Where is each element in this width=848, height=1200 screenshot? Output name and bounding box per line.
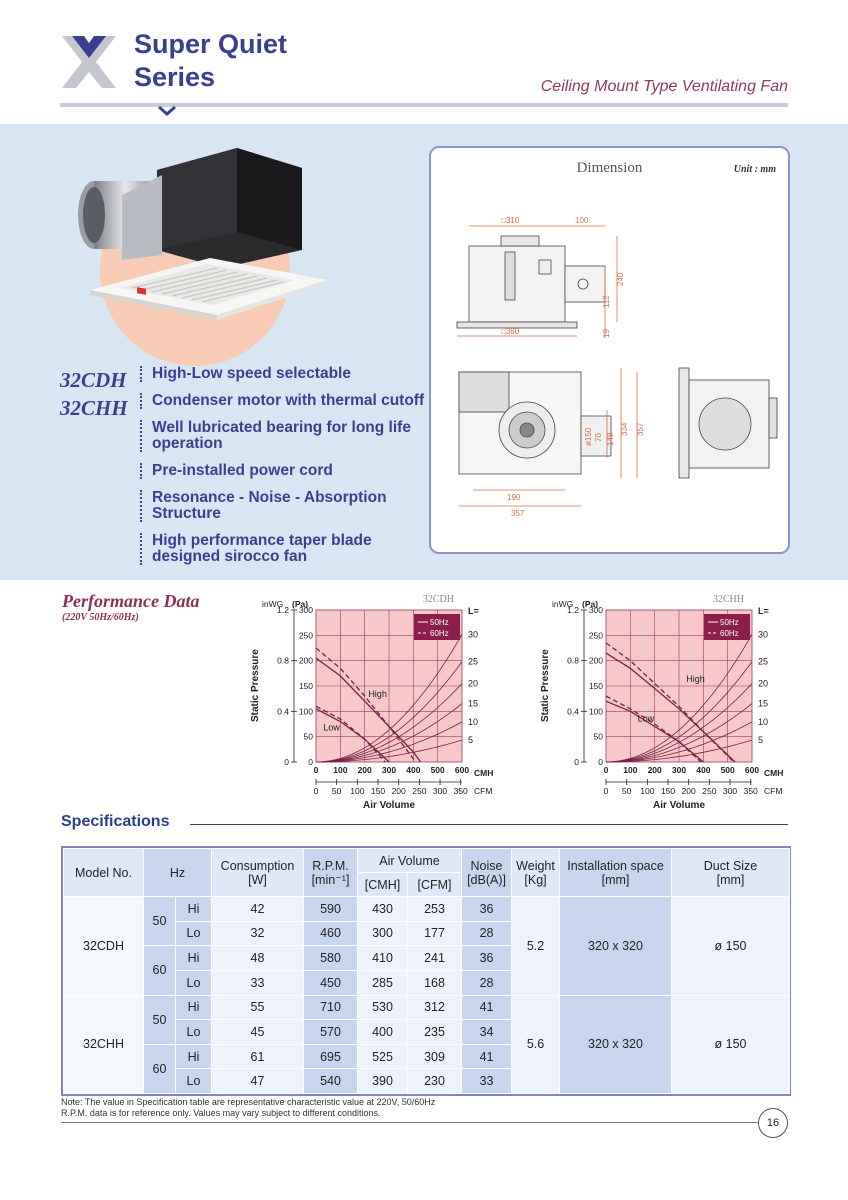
duct-length-label: 15 <box>468 698 479 709</box>
specifications-title: Specifications <box>61 813 170 830</box>
feature-text: High-Low speed selectable <box>152 365 351 382</box>
y-tick-label: 200 <box>588 655 603 666</box>
noise-cell: 28 <box>462 970 512 995</box>
y-tick-label-inwg: 0.8 <box>277 655 289 666</box>
cmh-cell: 390 <box>358 1069 408 1094</box>
x-tick-label-cfm: 150 <box>660 786 676 796</box>
curve-annotation: Low <box>637 713 655 724</box>
header-consumption: Consumption [W] <box>212 849 304 897</box>
y-tick-label-inwg: 0.4 <box>567 706 579 717</box>
noise-cell: 34 <box>462 1020 512 1045</box>
x-tick-label-cfm: 300 <box>432 786 448 796</box>
dimension-panel <box>429 146 790 554</box>
performance-title: Performance Data <box>62 591 200 611</box>
feature-text: operation <box>152 435 223 452</box>
duct-length-label: 30 <box>468 629 479 640</box>
header-hz: Hz <box>144 849 212 897</box>
dimension-title: Dimension <box>576 160 643 176</box>
w-cell: 61 <box>212 1044 304 1069</box>
x-tick-label: 0 <box>313 765 319 775</box>
dim-label: 357 <box>636 422 645 436</box>
duct-length-label: 25 <box>468 656 479 667</box>
header-noise: Noise [dB(A)] <box>462 849 512 897</box>
y-unit-left: inWG <box>262 599 284 609</box>
footer-divider <box>61 1122 758 1123</box>
dim-label: 334 <box>620 422 629 436</box>
x-tick-label-cfm: 100 <box>640 786 655 796</box>
x-tick-label: 300 <box>671 765 687 775</box>
y-axis-title: Static Pressure <box>540 649 551 722</box>
w-cell: 47 <box>212 1069 304 1094</box>
x-unit-top: CMH <box>764 768 784 778</box>
chart-title: 32CDH <box>422 594 454 605</box>
noise-cell: 33 <box>462 1069 512 1094</box>
x-axis-title: Air Volume <box>652 800 706 811</box>
x-tick-label: 0 <box>603 765 609 775</box>
dim-label: □380 <box>501 327 520 336</box>
dim-label: 112 <box>602 295 611 308</box>
x-tick-label: 100 <box>623 765 638 775</box>
x-tick-label-cfm: 50 <box>621 786 632 796</box>
feature-text: Resonance - Noise - Absorption <box>152 489 387 506</box>
w-cell: 32 <box>212 921 304 946</box>
dim-label: 148 <box>606 432 615 446</box>
y-tick-label-inwg: 0 <box>284 757 289 767</box>
dim-label: 19 <box>602 329 611 338</box>
feature-text: High performance taper blade <box>152 532 372 549</box>
x-tick-label-cfm: 100 <box>350 786 365 796</box>
dim-label: 70 <box>594 433 603 442</box>
dimension-drawing <box>431 148 788 552</box>
performance-subtitle: (220V 50Hz/60Hz) <box>62 612 139 623</box>
note-line: Note: The value in Specification table are representative characteristic value at 220V, 50/60Hz <box>61 1097 436 1107</box>
series-title-line1: Super Quiet <box>134 29 288 59</box>
speed-cell: Hi <box>176 897 212 922</box>
y-tick-label: 300 <box>588 605 603 615</box>
y-tick-label: 250 <box>298 630 313 641</box>
dim-label: 100 <box>575 216 589 225</box>
w-cell: 55 <box>212 995 304 1020</box>
rpm-cell: 540 <box>304 1069 358 1094</box>
table-row <box>64 995 790 1020</box>
speed-cell: Hi <box>176 946 212 971</box>
duct-length-label: 15 <box>758 698 769 709</box>
series-title-line2: Series <box>134 62 216 92</box>
cmh-cell: 410 <box>358 946 408 971</box>
cfm-cell: 168 <box>408 970 462 995</box>
feature-text: Pre-installed power cord <box>152 462 333 479</box>
fan-product-image <box>62 140 332 320</box>
performance-chart-32cdh <box>244 592 544 816</box>
feature-text: designed sirocco fan <box>152 548 308 565</box>
table-row <box>64 897 790 922</box>
cmh-cell: 430 <box>358 897 408 922</box>
duct-length-label: 10 <box>468 716 479 727</box>
x-tick-label: 500 <box>430 765 445 775</box>
cmh-cell: 530 <box>358 995 408 1020</box>
y-tick-label: 100 <box>298 706 313 717</box>
x-tick-label: 200 <box>647 765 662 775</box>
y-tick-label: 50 <box>303 731 313 742</box>
header-air-volume: Air Volume <box>358 849 462 873</box>
feature-item <box>140 366 430 382</box>
page-number: 16 <box>758 1108 788 1138</box>
x-tick-label-cfm: 50 <box>331 786 342 796</box>
noise-cell: 41 <box>462 1044 512 1069</box>
noise-cell: 36 <box>462 946 512 971</box>
y-tick-label: 0 <box>308 757 313 767</box>
cmh-cell: 525 <box>358 1044 408 1069</box>
rpm-cell: 450 <box>304 970 358 995</box>
y-tick-label-inwg: 0 <box>574 757 579 767</box>
rpm-cell: 570 <box>304 1020 358 1045</box>
duct-length-title: L= <box>468 606 479 616</box>
hz-cell: 50 <box>144 897 176 946</box>
duct-length-label: 25 <box>758 656 769 667</box>
x-tick-label-cfm: 150 <box>370 786 386 796</box>
feature-item <box>140 463 430 479</box>
legend-label: 50Hz <box>430 618 449 627</box>
legend-label: 60Hz <box>430 629 449 638</box>
x-tick-label: 200 <box>357 765 372 775</box>
cfm-cell: 235 <box>408 1020 462 1045</box>
y-tick-label: 200 <box>298 655 313 666</box>
duct-length-title: L= <box>758 606 769 616</box>
x-tick-label: 600 <box>744 765 760 775</box>
dim-label: □310 <box>501 216 520 225</box>
x-tick-label-cfm: 0 <box>313 786 319 796</box>
y-axis-title: Static Pressure <box>250 649 261 722</box>
noise-cell: 41 <box>462 995 512 1020</box>
x-axis-title: Air Volume <box>362 800 416 811</box>
speed-cell: Hi <box>176 995 212 1020</box>
x-tick-label-cfm: 300 <box>722 786 738 796</box>
rpm-cell: 710 <box>304 995 358 1020</box>
hz-cell: 50 <box>144 995 176 1044</box>
y-tick-label: 150 <box>298 681 313 691</box>
x-tick-label: 400 <box>696 765 711 775</box>
legend-label: 50Hz <box>720 618 739 627</box>
feature-item <box>140 533 430 565</box>
installation-cell: 320 x 320 <box>560 995 672 1094</box>
y-tick-label-inwg: 0.8 <box>567 655 579 666</box>
y-tick-label-inwg: 0.4 <box>277 706 289 717</box>
chevron-down-icon <box>158 106 176 116</box>
curve-annotation: Low <box>323 722 340 733</box>
x-tick-label: 100 <box>333 765 348 775</box>
x-tick-label-cfm: 250 <box>702 786 717 796</box>
feature-text: Well lubricated bearing for long life <box>152 419 411 436</box>
duct-cell: ø 150 <box>672 995 790 1094</box>
model-name: 32CDH <box>60 368 127 392</box>
feature-item <box>140 420 430 452</box>
duct-length-label: 5 <box>468 735 474 746</box>
duct-length-label: 10 <box>758 716 769 727</box>
speed-cell: Lo <box>176 921 212 946</box>
installation-cell: 320 x 320 <box>560 897 672 996</box>
header-rpm: R.P.M. [min⁻¹] <box>304 849 358 897</box>
x-tick-label-cfm: 250 <box>412 786 427 796</box>
header-cfm: [CFM] <box>408 873 462 897</box>
w-cell: 42 <box>212 897 304 922</box>
cfm-cell: 177 <box>408 921 462 946</box>
chart-title: 32CHH <box>712 594 744 605</box>
rpm-cell: 460 <box>304 921 358 946</box>
y-tick-label-inwg: 1.2 <box>567 605 579 615</box>
x-tick-label-cfm: 200 <box>681 786 696 796</box>
hz-cell: 60 <box>144 946 176 995</box>
feature-list <box>140 366 430 576</box>
y-tick-label: 100 <box>588 706 603 717</box>
cfm-cell: 309 <box>408 1044 462 1069</box>
product-category: Ceiling Mount Type Ventilating Fan <box>540 78 788 95</box>
x-tick-label-cfm: 0 <box>603 786 609 796</box>
dimension-unit: Unit : mm <box>733 164 776 175</box>
y-tick-label: 250 <box>588 630 603 641</box>
y-tick-label: 300 <box>298 605 313 615</box>
hz-cell: 60 <box>144 1044 176 1093</box>
feature-item <box>140 393 430 409</box>
series-logo-icon <box>58 32 120 92</box>
series-title <box>134 28 287 94</box>
y-unit-right: (Pa) <box>582 599 599 609</box>
header-weight: Weight [Kg] <box>512 849 560 897</box>
y-tick-label: 50 <box>593 731 603 742</box>
w-cell: 45 <box>212 1020 304 1045</box>
y-unit-left: inWG <box>552 599 574 609</box>
specifications-table <box>61 846 791 1096</box>
cfm-cell: 253 <box>408 897 462 922</box>
curve-annotation: High <box>686 673 705 684</box>
model-list <box>60 366 128 422</box>
y-tick-label: 0 <box>598 757 603 767</box>
x-tick-label: 300 <box>381 765 397 775</box>
rpm-cell: 590 <box>304 897 358 922</box>
model-name: 32CHH <box>60 396 128 420</box>
speed-cell: Lo <box>176 970 212 995</box>
x-unit-top: CMH <box>474 768 494 778</box>
rpm-cell: 580 <box>304 946 358 971</box>
model-cell: 32CDH <box>64 897 144 996</box>
cfm-cell: 312 <box>408 995 462 1020</box>
dim-label: 190 <box>507 493 521 502</box>
y-tick-label-inwg: 1.2 <box>277 605 289 615</box>
dim-label: 357 <box>511 509 525 518</box>
dim-label: ø150 <box>584 427 593 446</box>
w-cell: 48 <box>212 946 304 971</box>
cmh-cell: 300 <box>358 921 408 946</box>
weight-cell: 5.2 <box>512 897 560 996</box>
x-unit-bottom: CFM <box>764 786 783 796</box>
performance-chart-32chh <box>534 592 834 816</box>
cfm-cell: 230 <box>408 1069 462 1094</box>
dim-label: 240 <box>616 272 625 286</box>
weight-cell: 5.6 <box>512 995 560 1094</box>
duct-length-label: 5 <box>758 735 764 746</box>
cmh-cell: 400 <box>358 1020 408 1045</box>
header-cmh: [CMH] <box>358 873 408 897</box>
duct-length-label: 20 <box>468 678 479 689</box>
noise-cell: 36 <box>462 897 512 922</box>
duct-length-label: 30 <box>758 629 769 640</box>
duct-length-label: 20 <box>758 678 769 689</box>
speed-cell: Lo <box>176 1020 212 1045</box>
specifications-divider <box>190 824 788 825</box>
w-cell: 33 <box>212 970 304 995</box>
x-unit-bottom: CFM <box>474 786 493 796</box>
feature-text: Structure <box>152 505 221 522</box>
header-duct: Duct Size [mm] <box>672 849 790 897</box>
specifications-note <box>61 1097 435 1119</box>
cfm-cell: 241 <box>408 946 462 971</box>
feature-item <box>140 490 430 522</box>
x-tick-label: 400 <box>406 765 421 775</box>
model-cell: 32CHH <box>64 995 144 1094</box>
note-line: R.P.M. data is for reference only. Values may vary subject to different conditions. <box>61 1108 381 1118</box>
y-tick-label: 150 <box>588 681 603 691</box>
header-installation: Installation space [mm] <box>560 849 672 897</box>
x-tick-label-cfm: 350 <box>743 786 758 796</box>
legend-label: 60Hz <box>720 629 739 638</box>
duct-cell: ø 150 <box>672 897 790 996</box>
curve-annotation: High <box>368 689 387 700</box>
x-tick-label-cfm: 350 <box>453 786 468 796</box>
y-unit-right: (Pa) <box>292 599 309 609</box>
feature-text: Condenser motor with thermal cutoff <box>152 392 425 409</box>
x-tick-label: 500 <box>720 765 735 775</box>
header-model: Model No. <box>64 849 144 897</box>
cmh-cell: 285 <box>358 970 408 995</box>
speed-cell: Hi <box>176 1044 212 1069</box>
speed-cell: Lo <box>176 1069 212 1094</box>
x-tick-label-cfm: 200 <box>391 786 406 796</box>
rpm-cell: 695 <box>304 1044 358 1069</box>
noise-cell: 28 <box>462 921 512 946</box>
x-tick-label: 600 <box>454 765 470 775</box>
